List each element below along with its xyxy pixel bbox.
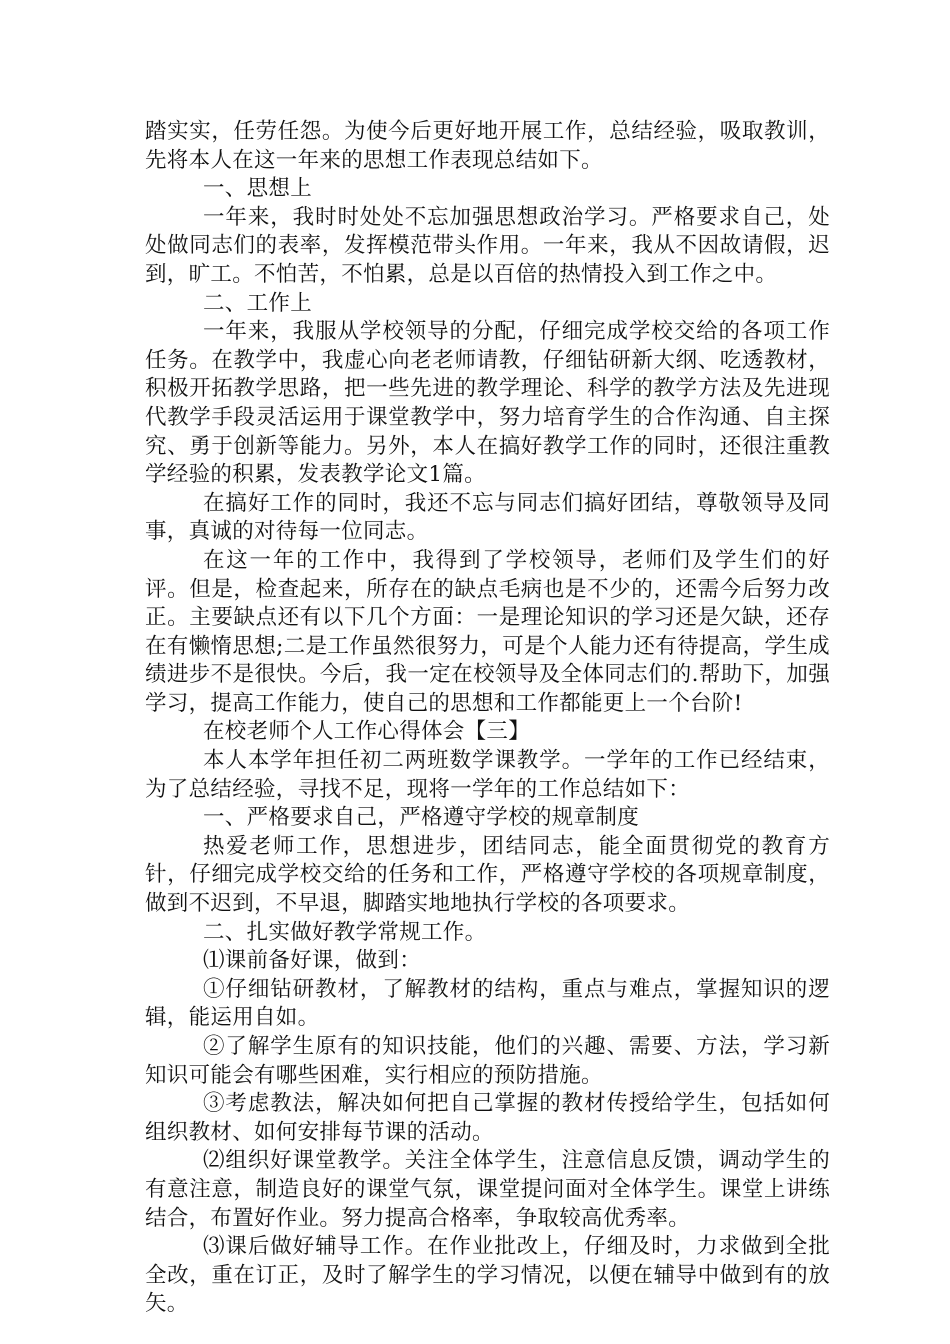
paragraph-work: 一年来，我服从学校领导的分配，仔细完成学校交给的各项工作任务。在教学中，我虚心向老老师请教，仔细钻研新大纲、吃透教材，积极开拓教学思路，把一些先进的教学理论、科学的教学方法及先进现代教学手段灵活运用于课堂教学中，努力培育学生的合作沟通、自主探究、勇于创新等能力。另外，本人在搞好教学工作的同时，还很注重教学经验的积累，发表教学论文1篇。 — [145, 319, 830, 488]
heading-strict-requirements: 一、严格要求自己，严格遵守学校的规章制度 — [203, 805, 640, 831]
paragraph-ideology: 一年来，我时时处处不忘加强思想政治学习。严格要求自己，处处做同志们的表率，发挥模范带头作用。一年来，我从不因故请假，迟到，旷工。不怕苦，不怕累，总是以百倍的热情投入到工作之中。 — [145, 204, 830, 287]
item-understand-students: ②了解学生原有的知识技能，他们的兴趣、需要、方法，学习新知识可能会有哪些困难，实行相应的预防措施。 — [145, 1034, 830, 1088]
paragraph-strict-requirements: 热爱老师工作，思想进步，团结同志，能全面贯彻党的教育方针，仔细完成学校交给的任务和工作，严格遵守学校的各项规章制度，做到不迟到，不早退，脚踏实地地执行学校的各项要求。 — [145, 833, 830, 917]
item-lesson-prep: ⑴课前备好课，做到： — [203, 948, 422, 974]
document-body — [145, 118, 830, 1319]
item-after-class-tutoring: ⑶课后做好辅导工作。在作业批改上，仔细及时，力求做到全批全改，重在订正，及时了解学生的学习情况，以便在辅导中做到有的放矢。 — [145, 1234, 830, 1317]
item-classroom-teaching: ⑵组织好课堂教学。关注全体学生，注意信息反馈，调动学生的有意注意，制造良好的课堂气氛，课堂提问面对全体学生。课堂上讲练结合，布置好作业。努力提高合格率，争取较高优秀率。 — [145, 1148, 830, 1231]
paragraph-shortcomings: 在这一年的工作中，我得到了学校领导，老师们及学生们的好评。但是，检查起来，所存在的缺点毛病也是不少的，还需今后努力改正。主要缺点还有以下几个方面：一是理论知识的学习还是欠缺，还存在有懒惰思想;二是工作虽然很努力，可是个人能力还有待提高，学生成绩进步不是很快。今后，我一定在校领导及全体同志们的.帮助下，加强学习，提高工作能力，使自己的思想和工作都能更上一个台阶! — [145, 547, 830, 716]
item-study-materials: ①仔细钻研教材，了解教材的结构，重点与难点，掌握知识的逻辑，能运用自如。 — [145, 976, 830, 1031]
heading-ideology: 一、思想上 — [203, 176, 313, 202]
paragraph-overview: 本人本学年担任初二两班数学课教学。一学年的工作已经结束，为了总结经验，寻找不足，现将一学年的工作总结如下： — [145, 748, 830, 802]
section-title-three: 在校老师个人工作心得体会【三】 — [203, 719, 531, 745]
paragraph-unity: 在搞好工作的同时，我还不忘与同志们搞好团结，尊敬领导及同事，真诚的对待每一位同志。 — [145, 490, 830, 545]
paragraph-intro-continuation: 踏实实，任劳任怨。为使今后更好地开展工作，总结经验，吸取教训，先将本人在这一年来的思想工作表现总结如下。 — [145, 119, 830, 173]
heading-teaching-routine: 二、扎实做好教学常规工作。 — [203, 919, 487, 945]
heading-work: 二、工作上 — [203, 290, 313, 316]
item-teaching-method: ③考虑教法，解决如何把自己掌握的教材传授给学生，包括如何组织教材、如何安排每节课的活动。 — [145, 1091, 830, 1145]
